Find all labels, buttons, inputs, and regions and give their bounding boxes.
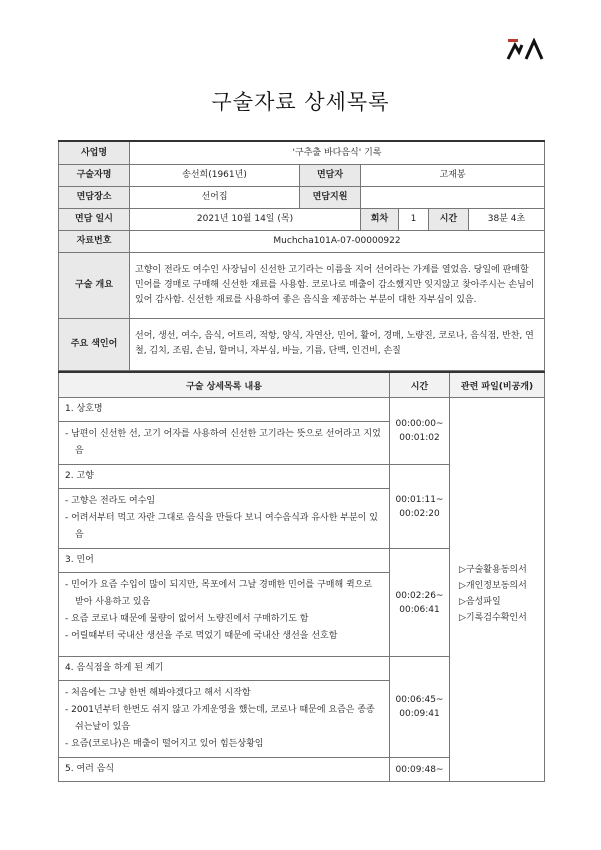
section-cell: [59, 657, 390, 758]
date-label: 면담 일시: [59, 208, 130, 230]
summary-label: 구술 개요: [59, 252, 130, 318]
time-end: 00:01:02: [399, 433, 440, 443]
section-item: - 2001년부터 한번도 쉬지 않고 가게운영을 했는데, 코로나 때문에 요즘은 종종 쉬는날이 있음: [65, 705, 375, 732]
detail-time-header: 시간: [390, 372, 450, 398]
narrator-label: 구술자명: [59, 164, 130, 186]
place-value: 선어집: [130, 186, 300, 208]
doc-no-value: Muchcha101A-07-00000922: [130, 230, 545, 252]
section-cell: [59, 465, 390, 549]
time-cell: [390, 465, 450, 549]
session-label: 회차: [361, 208, 399, 230]
date-value: 2021년 10월 14일 (목): [130, 208, 361, 230]
file-consent: ▷구술활용동의서: [459, 565, 527, 575]
time-cell: [390, 758, 450, 782]
file-audio: ▷음성파일: [459, 597, 501, 607]
narrator-value: 송선희(1961년): [130, 164, 300, 186]
section-title: 5. 여러 음식: [65, 764, 115, 774]
section-item: - 요즘 코로나 때문에 물량이 없어서 노량진에서 구매하기도 함: [65, 614, 309, 624]
section-title: 2. 고향: [59, 465, 389, 489]
section-item: - 민어가 요즘 수입이 많이 되지만, 목포에서 그날 경매한 민어를 구매해 퀵으로 받아 사용하고 있음: [65, 580, 373, 607]
time-start: 00:01:11~: [395, 494, 444, 505]
section-title: 3. 민어: [59, 549, 389, 573]
time-end: 00:02:20: [399, 508, 440, 519]
section-cell: [59, 758, 390, 782]
keywords-value: 선어, 생선, 여수, 음식, 어트리, 적항, 양식, 자연산, 민어, 활어, 경매, 노량진, 코로나, 음식점, 반찬, 연철, 김치, 조림, 손님, 할머니, 자부심, 바늘, 기름, 단백, 인건비, 손질: [130, 318, 545, 370]
detail-content-header: 구술 상세목록 내용: [59, 372, 390, 398]
metadata-table: [58, 140, 545, 371]
project-value: '구추출 바다음식' 기록: [130, 141, 545, 164]
section-item: - 남편이 신선한 선, 고기 어자를 사용하여 신선한 고기라는 뜻으로 선어라고 지었음: [65, 429, 381, 456]
detail-table: [58, 371, 545, 782]
assistant-value: [361, 186, 545, 208]
page-title: 구술자료 상세목록: [211, 90, 390, 114]
place-label: 면담장소: [59, 186, 130, 208]
section-cell: [59, 549, 390, 657]
section-item: - 어려서부터 먹고 자란 그대로 음식을 만들다 보니 여수음식과 유사한 부분이 있음: [65, 513, 378, 540]
project-label: 사업명: [59, 141, 130, 164]
section-item: - 고향은 전라도 여수임: [65, 496, 156, 506]
section-item: - 처음에는 그냥 한번 해봐야겠다고 해서 시작함: [65, 688, 251, 698]
duration-label: 시간: [429, 208, 469, 230]
files-cell: [450, 398, 545, 782]
keywords-label: 주요 색인어: [59, 318, 130, 370]
interviewer-label: 면담자: [300, 164, 361, 186]
time-start: 00:02:26~: [395, 590, 444, 601]
time-end: 00:06:41: [399, 604, 440, 615]
archive-logo: [506, 38, 546, 60]
section-cell: [59, 398, 390, 465]
section-title: 4. 음식점을 하게 된 계기: [59, 657, 389, 681]
section-item: - 어릴때부터 국내산 생선을 주로 먹었기 때문에 국내산 생선을 선호함: [65, 631, 338, 641]
time-start: 00:09:48~: [395, 764, 444, 775]
assistant-label: 면담지원: [300, 186, 361, 208]
time-cell: [390, 398, 450, 465]
file-privacy: ▷개인정보동의서: [459, 581, 527, 591]
time-cell: [390, 657, 450, 758]
section-item: - 요즘(코로나)은 매출이 떨어지고 있어 힘든상황임: [65, 739, 264, 749]
session-value: 1: [399, 208, 429, 230]
doc-no-label: 자료번호: [59, 230, 130, 252]
detail-files-header: 관련 파일(비공개): [450, 372, 545, 398]
section-title: 1. 상호명: [59, 398, 389, 422]
time-start: 00:00:00~: [395, 419, 444, 429]
time-cell: [390, 549, 450, 657]
time-end: 00:09:41: [399, 709, 440, 719]
summary-value: 고향이 전라도 여수인 사장님이 신선한 고기라는 이름을 지어 선어라는 가게를 열었음. 당일에 판매할 민어를 경매로 구매해 신선한 재료를 사용함. 코로나로 매출이 감소했지만 잊지않고 찾아주시는 손님이 있어 감사함. 신선한 재료를 사용하여 좋은 음식을 제공하는 부분이 대한 자부심이 있음.: [130, 252, 545, 318]
file-review: ▷기록검수확인서: [459, 613, 527, 623]
duration-value: 38분 4초: [469, 208, 545, 230]
time-start: 00:06:45~: [395, 695, 444, 705]
interviewer-value: 고재봉: [361, 164, 545, 186]
